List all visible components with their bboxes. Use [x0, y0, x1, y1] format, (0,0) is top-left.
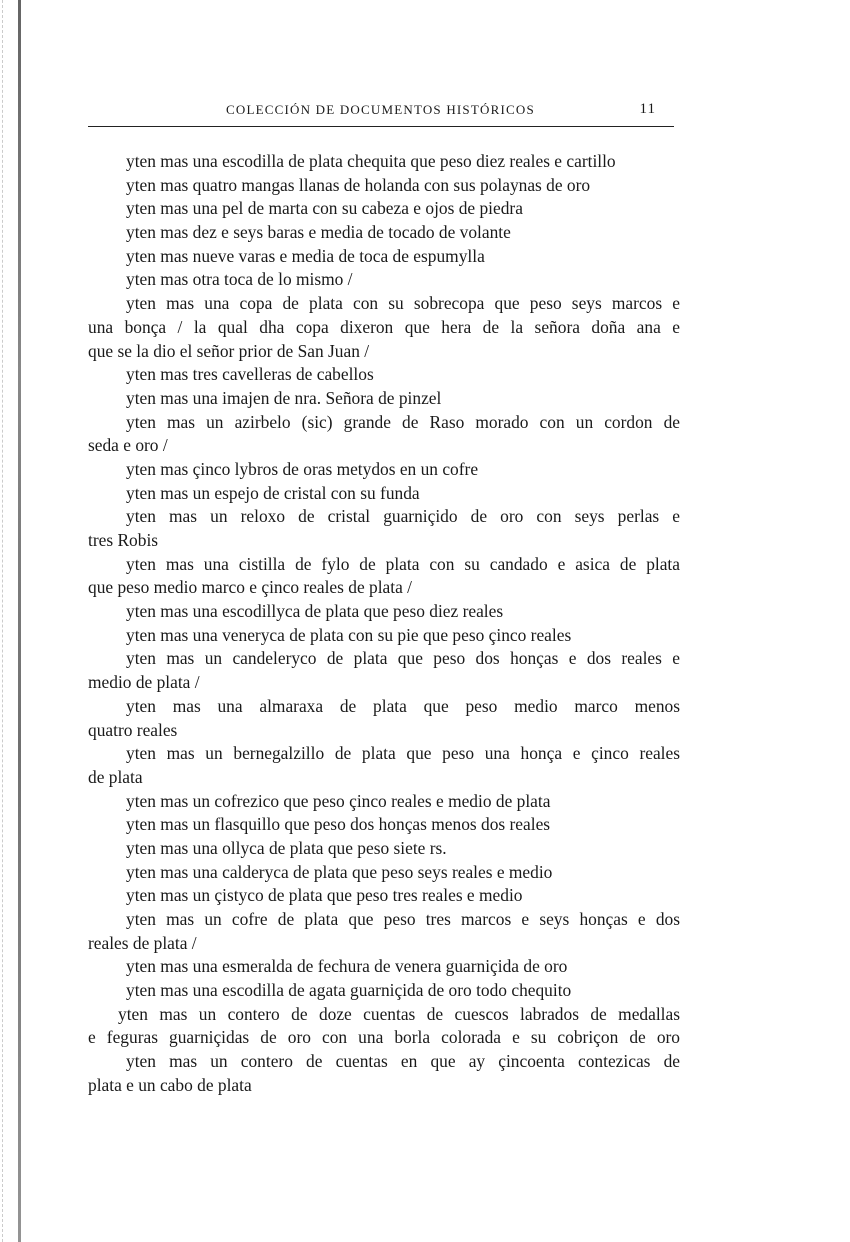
text-line: yten mas çinco lybros de oras metydos en un cofre: [126, 458, 479, 479]
text-line: yten mas un contero de cuentas en que ay çincoenta contezicas de: [126, 1051, 680, 1072]
text-line: reales de plata /: [88, 932, 197, 953]
text-line: yten mas una escodilla de agata guarniçida de oro todo chequito: [126, 980, 572, 1001]
text-line: e feguras guarniçidas de oro con una borla colorada e su cobriçon de oro: [88, 1027, 680, 1048]
text-line: yten mas un reloxo de cristal guarniçido de oro con seys perlas e: [126, 506, 680, 527]
text-line: yten mas una copa de plata con su sobrecopa que peso seys marcos e: [126, 293, 680, 314]
text-line: yten mas un çistyco de plata que peso tres reales e medio: [126, 885, 523, 906]
binding-edge: [18, 0, 21, 1242]
text-line: quatro reales: [88, 719, 178, 740]
inventory-text: [88, 150, 680, 1098]
text-line: yten mas una imajen de nra. Señora de pinzel: [126, 387, 442, 408]
text-line: de plata: [88, 766, 143, 787]
text-line: yten mas una almaraxa de plata que peso medio marco menos: [126, 695, 680, 716]
running-title: COLECCIÓN DE DOCUMENTOS HISTÓRICOS: [226, 102, 535, 117]
text-line: yten mas tres cavelleras de cabellos: [126, 364, 374, 385]
text-line: yten mas una calderyca de plata que peso seys reales e medio: [126, 861, 553, 882]
text-line: medio de plata /: [88, 672, 200, 693]
text-line: yten mas un azirbelo (sic) grande de Raso morado con un cordon de: [126, 411, 680, 432]
text-line: yten mas dez e seys baras e media de tocado de volante: [126, 222, 511, 243]
text-line: yten mas una pel de marta con su cabeza e ojos de piedra: [126, 198, 523, 219]
text-line: yten mas una escodilla de plata chequita que peso diez reales e cartillo: [126, 151, 616, 171]
text-line: yten mas nueve varas e media de toca de espumylla: [126, 245, 485, 266]
text-line: que peso medio marco e çinco reales de plata /: [88, 577, 413, 598]
text-line: yten mas una veneryca de plata con su pie que peso çinco reales: [126, 624, 572, 645]
text-line: yten mas un espejo de cristal con su funda: [126, 482, 420, 503]
scan-edge: [2, 0, 5, 1242]
text-line: seda e oro /: [88, 435, 168, 456]
text-line: yten mas un flasquillo que peso dos honças menos dos reales: [126, 814, 551, 835]
text-line: yten mas un bernegalzillo de plata que peso una honça e çinco reales: [126, 743, 680, 764]
text-line: yten mas un cofrezico que peso çinco reales e medio de plata: [126, 790, 551, 811]
text-line: yten mas quatro mangas llanas de holanda con sus polaynas de oro: [126, 174, 591, 195]
text-line: yten mas un cofre de plata que peso tres marcos e seys honças e dos: [126, 909, 680, 929]
text-line: yten mas un contero de doze cuentas de cuescos labrados de medallas: [118, 1003, 680, 1024]
text-line: plata e un cabo de plata: [88, 1074, 252, 1095]
text-line: yten mas una escodillyca de plata que peso diez reales: [126, 601, 504, 622]
text-line: yten mas una esmeralda de fechura de venera guarniçida de oro: [126, 956, 568, 977]
page-number: 11: [639, 101, 656, 117]
page-header: [88, 98, 674, 127]
text-line: tres Robis: [88, 530, 159, 550]
text-line: yten mas una ollyca de plata que peso siete rs.: [126, 837, 447, 858]
text-line: yten mas una cistilla de fylo de plata con su candado e asica de plata: [126, 553, 680, 574]
text-line: yten mas otra toca de lo mismo /: [126, 269, 353, 290]
text-line: yten mas un candeleryco de plata que peso dos honças e dos reales e: [126, 648, 680, 669]
text-line: que se la dio el señor prior de San Juan /: [88, 340, 370, 361]
text-line: una bonça / la qual dha copa dixeron que hera de la señora doña ana e: [88, 316, 680, 337]
